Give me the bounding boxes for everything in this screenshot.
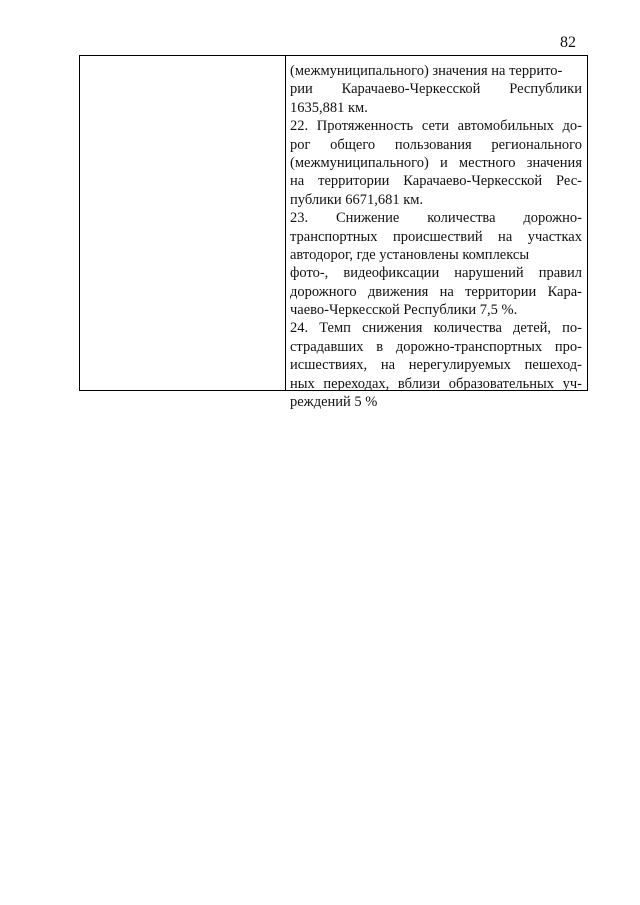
text-line: 24. Темп снижения количества детей, по- — [290, 320, 582, 337]
text-line: 1635,881 км. — [290, 99, 368, 116]
text-line: рии Карачаево-Черкесской Республики — [290, 81, 582, 98]
document-table — [79, 55, 588, 411]
text-line: исшествиях, на нерегулируемых пешеход- — [290, 357, 582, 374]
text-line: транспортных происшествий на участках — [290, 228, 582, 245]
text-line: чаево-Черкесской Республики 7,5 %. — [290, 302, 518, 319]
text-line: ных переходах, вблизи образовательных уч- — [290, 375, 582, 392]
text-line: (межмуниципального) значения на террито- — [290, 63, 563, 79]
text-line: автодорог, где установлены комплексы — [290, 246, 530, 263]
text-line: 22. Протяженность сети автомобильных до- — [290, 118, 582, 135]
text-line: на территории Карачаево-Черкесской Рес- — [290, 173, 582, 190]
page-number: 82 — [560, 34, 576, 51]
text-line: страдавших в дорожно-транспортных про- — [290, 338, 582, 355]
text-line: (межмуниципального) и местного значения — [290, 154, 582, 171]
table-right-cell — [286, 56, 587, 411]
table-left-cell — [80, 56, 286, 390]
text-line: публики 6671,681 км. — [290, 191, 424, 208]
text-line: дорожного движения на территории Кара- — [290, 283, 582, 300]
text-line: 23. Снижение количества дорожно- — [290, 210, 582, 227]
text-line: рог общего пользования регионального — [290, 136, 582, 153]
text-line: фото-, видеофиксации нарушений правил — [290, 265, 582, 282]
text-line: реждений 5 % — [290, 394, 378, 411]
